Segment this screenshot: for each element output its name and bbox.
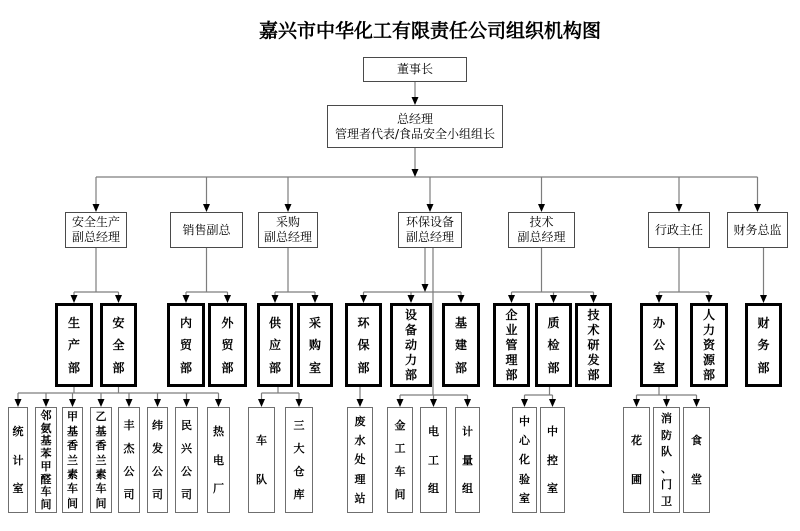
org-node-env-protection-dept: 环 保 部 <box>345 303 382 387</box>
arrowhead-icon <box>633 399 640 407</box>
arrowhead-icon <box>760 295 767 303</box>
org-node-thermal-power-plant: 热 电 厂 <box>207 407 230 513</box>
arrowhead-icon <box>550 295 557 303</box>
org-node-central-lab: 中 心 化 验 室 <box>512 407 537 513</box>
org-node-general-office: 办 公 室 <box>640 303 678 387</box>
arrowhead-icon <box>693 399 700 407</box>
arrowhead-icon <box>508 295 515 303</box>
arrowhead-icon <box>272 295 279 303</box>
arrowhead-icon <box>427 204 434 212</box>
arrowhead-icon <box>93 204 100 212</box>
org-node-vp-tech: 技术 副总经理 <box>508 212 575 248</box>
org-node-cfo: 财务总监 <box>727 212 788 248</box>
arrowhead-icon <box>183 399 190 407</box>
org-node-fengjie-co: 丰 杰 公 司 <box>118 407 140 513</box>
arrowhead-icon <box>656 295 663 303</box>
arrowhead-icon <box>412 97 419 105</box>
org-node-vp-sales: 销售副总 <box>170 212 243 248</box>
arrowhead-icon <box>154 399 161 407</box>
org-node-prod-dept: 生 产 部 <box>55 303 93 387</box>
org-node-fire-brigade-gatekeeper: 消 防 队 、 门 卫 <box>653 407 680 513</box>
arrowhead-icon <box>258 399 265 407</box>
arrowhead-icon <box>224 295 231 303</box>
arrowhead-icon <box>357 399 364 407</box>
org-node-tech-rd-dept: 技 术 研 发 部 <box>575 303 612 387</box>
arrowhead-icon <box>422 284 429 292</box>
arrowhead-icon <box>590 295 597 303</box>
arrowhead-icon <box>203 204 210 212</box>
org-node-vp-env-equip: 环保设备 副总经理 <box>398 212 462 248</box>
arrowhead-icon <box>183 295 190 303</box>
arrowhead-icon <box>115 295 122 303</box>
org-node-qc-dept: 质 检 部 <box>535 303 572 387</box>
arrowhead-icon <box>464 399 471 407</box>
org-node-minxing-co: 民 兴 公 司 <box>175 407 198 513</box>
arrowhead-icon <box>521 399 528 407</box>
arrowhead-icon <box>549 399 556 407</box>
arrowhead-icon <box>360 295 367 303</box>
org-node-finance-dept: 财 务 部 <box>745 303 782 387</box>
arrowhead-icon <box>43 399 50 407</box>
org-node-ethyl-vanillin-ws: 乙 基 香 兰 素 车 间 <box>90 407 112 513</box>
org-node-hr-dept: 人 力 资 源 部 <box>690 303 728 387</box>
arrowhead-icon <box>397 399 404 407</box>
arrowhead-icon <box>71 295 78 303</box>
arrowhead-icon <box>285 204 292 212</box>
org-node-o-aminobenzaldehyde-ws: 邻 氨 基 苯 甲 醛 车 间 <box>35 407 57 513</box>
org-node-metalwork-ws: 金 工 车 间 <box>387 407 413 513</box>
org-node-admin-director: 行政主任 <box>648 212 710 248</box>
org-node-foreign-trade-dept: 外 贸 部 <box>208 303 247 387</box>
chart-title: 嘉兴市中华化工有限责任公司组织机构图 <box>258 20 601 42</box>
arrowhead-icon <box>663 399 670 407</box>
arrowhead-icon <box>126 399 133 407</box>
org-node-vp-safety: 安全生产 副总经理 <box>65 212 127 248</box>
org-node-three-warehouses: 三 大 仓 库 <box>285 407 313 513</box>
org-node-control-room: 中 控 室 <box>540 407 565 513</box>
org-node-equip-power-dept: 设 备 动 力 部 <box>390 303 432 387</box>
arrowhead-icon <box>706 295 713 303</box>
org-node-infrastructure-dept: 基 建 部 <box>442 303 480 387</box>
org-node-wastewater-station: 废 水 处 理 站 <box>347 407 373 513</box>
arrowhead-icon <box>296 399 303 407</box>
org-node-garden: 花 圃 <box>623 407 650 513</box>
org-node-methyl-vanillin-ws: 甲 基 香 兰 素 车 间 <box>62 407 83 513</box>
arrowhead-icon <box>754 204 761 212</box>
org-node-supply-dept: 供 应 部 <box>257 303 293 387</box>
arrowhead-icon <box>215 399 222 407</box>
org-node-stats-office: 统 计 室 <box>8 407 28 513</box>
org-node-motorcade: 车 队 <box>248 407 275 513</box>
arrowhead-icon <box>676 204 683 212</box>
org-node-enterprise-mgmt-dept: 企 业 管 理 部 <box>493 303 530 387</box>
arrowhead-icon <box>408 295 415 303</box>
org-node-weifa-co: 纬 发 公 司 <box>147 407 168 513</box>
arrowhead-icon <box>412 169 419 177</box>
org-node-purchasing-office: 采 购 室 <box>297 303 333 387</box>
arrowhead-icon <box>69 399 76 407</box>
org-node-chairman: 董事长 <box>363 57 467 82</box>
org-node-canteen: 食 堂 <box>683 407 710 513</box>
org-node-domestic-trade-dept: 内 贸 部 <box>167 303 205 387</box>
arrowhead-icon <box>538 204 545 212</box>
arrowhead-icon <box>98 399 105 407</box>
org-node-safety-dept: 安 全 部 <box>100 303 137 387</box>
org-node-gm: 总经理 管理者代表/食品安全小组组长 <box>327 105 503 148</box>
org-node-electrician-group: 电 工 组 <box>420 407 447 513</box>
org-node-metering-group: 计 量 组 <box>455 407 480 513</box>
org-node-vp-purchasing: 采购 副总经理 <box>258 212 318 248</box>
arrowhead-icon <box>458 295 465 303</box>
arrowhead-icon <box>15 399 22 407</box>
arrowhead-icon <box>312 295 319 303</box>
arrowhead-icon <box>430 399 437 407</box>
